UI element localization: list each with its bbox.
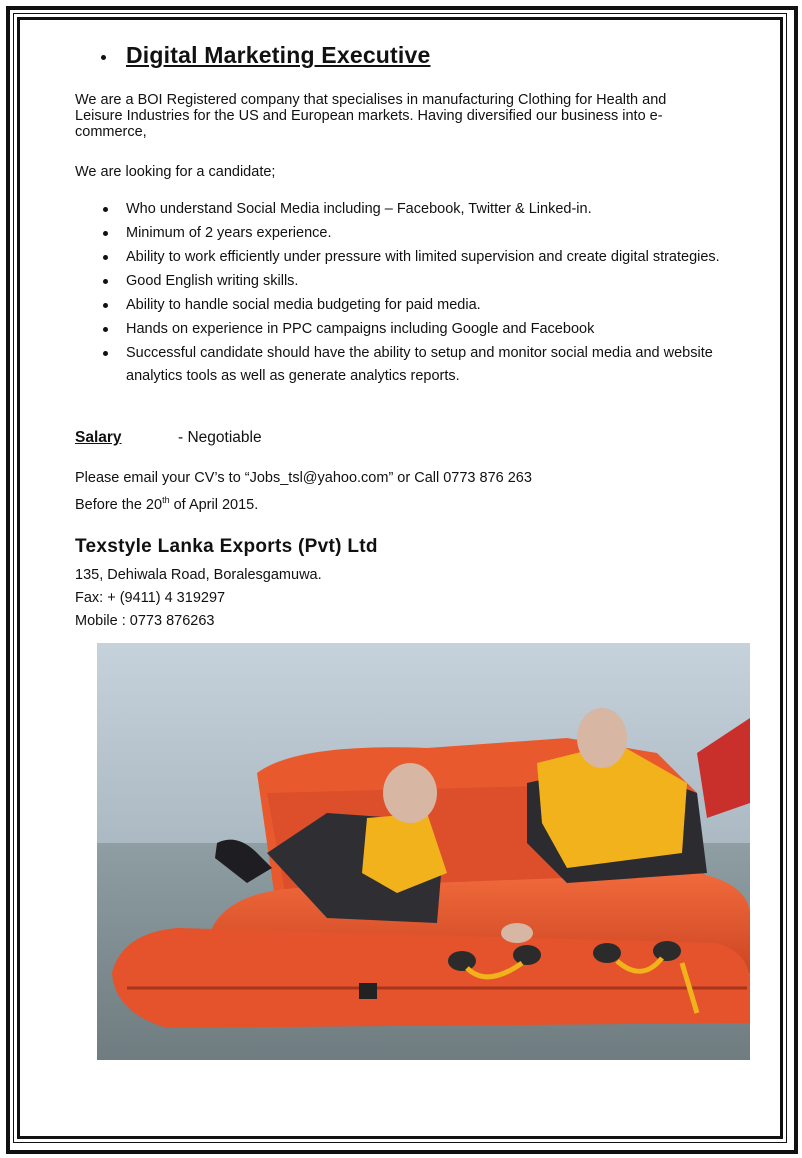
requirement-item: Minimum of 2 years experience. bbox=[75, 222, 725, 245]
company-contact bbox=[75, 564, 322, 633]
company-intro: We are a BOI Registered company that specialises in manufacturing Clothing for Health and Leisure Industries for the US and European markets. Having diversified our business into e- commerce, bbox=[75, 92, 667, 140]
salary-label: Salary bbox=[75, 429, 122, 446]
bullet-icon bbox=[101, 55, 106, 60]
requirement-item: Hands on experience in PPC campaigns including Google and Facebook bbox=[75, 318, 725, 341]
deadline-suffix: of April 2015. bbox=[169, 496, 259, 513]
company-name: Texstyle Lanka Exports (Pvt) Ltd bbox=[75, 536, 378, 557]
company-mobile: Mobile : 0773 876263 bbox=[75, 613, 215, 629]
job-title: Digital Marketing Executive bbox=[126, 42, 431, 68]
salary-row bbox=[75, 429, 262, 447]
deadline-prefix: Before the 20 bbox=[75, 496, 163, 513]
company-address: 135, Dehiwala Road, Boralesgamuwa. bbox=[75, 567, 322, 583]
title-row bbox=[101, 42, 431, 69]
looking-for-text: We are looking for a candidate; bbox=[75, 164, 276, 180]
raft-marking bbox=[359, 983, 377, 999]
requirement-item: Ability to handle social media budgeting for paid media. bbox=[75, 294, 725, 317]
requirement-item: Who understand Social Media including – Facebook, Twitter & Linked-in. bbox=[75, 198, 725, 221]
requirement-item: Successful candidate should have the ability to setup and monitor social media and website analytics tools as well as generate analytics reports. bbox=[75, 342, 725, 388]
deadline-ordinal: th bbox=[162, 495, 170, 505]
email-line: Please email your CV’s to “Jobs_tsl@yahoo.com” or Call 0773 876 263 bbox=[75, 470, 532, 486]
salary-value: - Negotiable bbox=[178, 429, 262, 446]
requirements-list bbox=[75, 198, 725, 389]
deadline-line bbox=[75, 489, 532, 516]
requirement-item: Ability to work efficiently under pressure with limited supervision and create digital strategies. bbox=[75, 246, 725, 269]
contact-info bbox=[75, 467, 532, 516]
requirement-item: Good English writing skills. bbox=[75, 270, 725, 293]
life-raft-photo bbox=[97, 643, 750, 1060]
raft-tube-lower bbox=[112, 928, 750, 1028]
company-fax: Fax: + (9411) 4 319297 bbox=[75, 590, 226, 606]
